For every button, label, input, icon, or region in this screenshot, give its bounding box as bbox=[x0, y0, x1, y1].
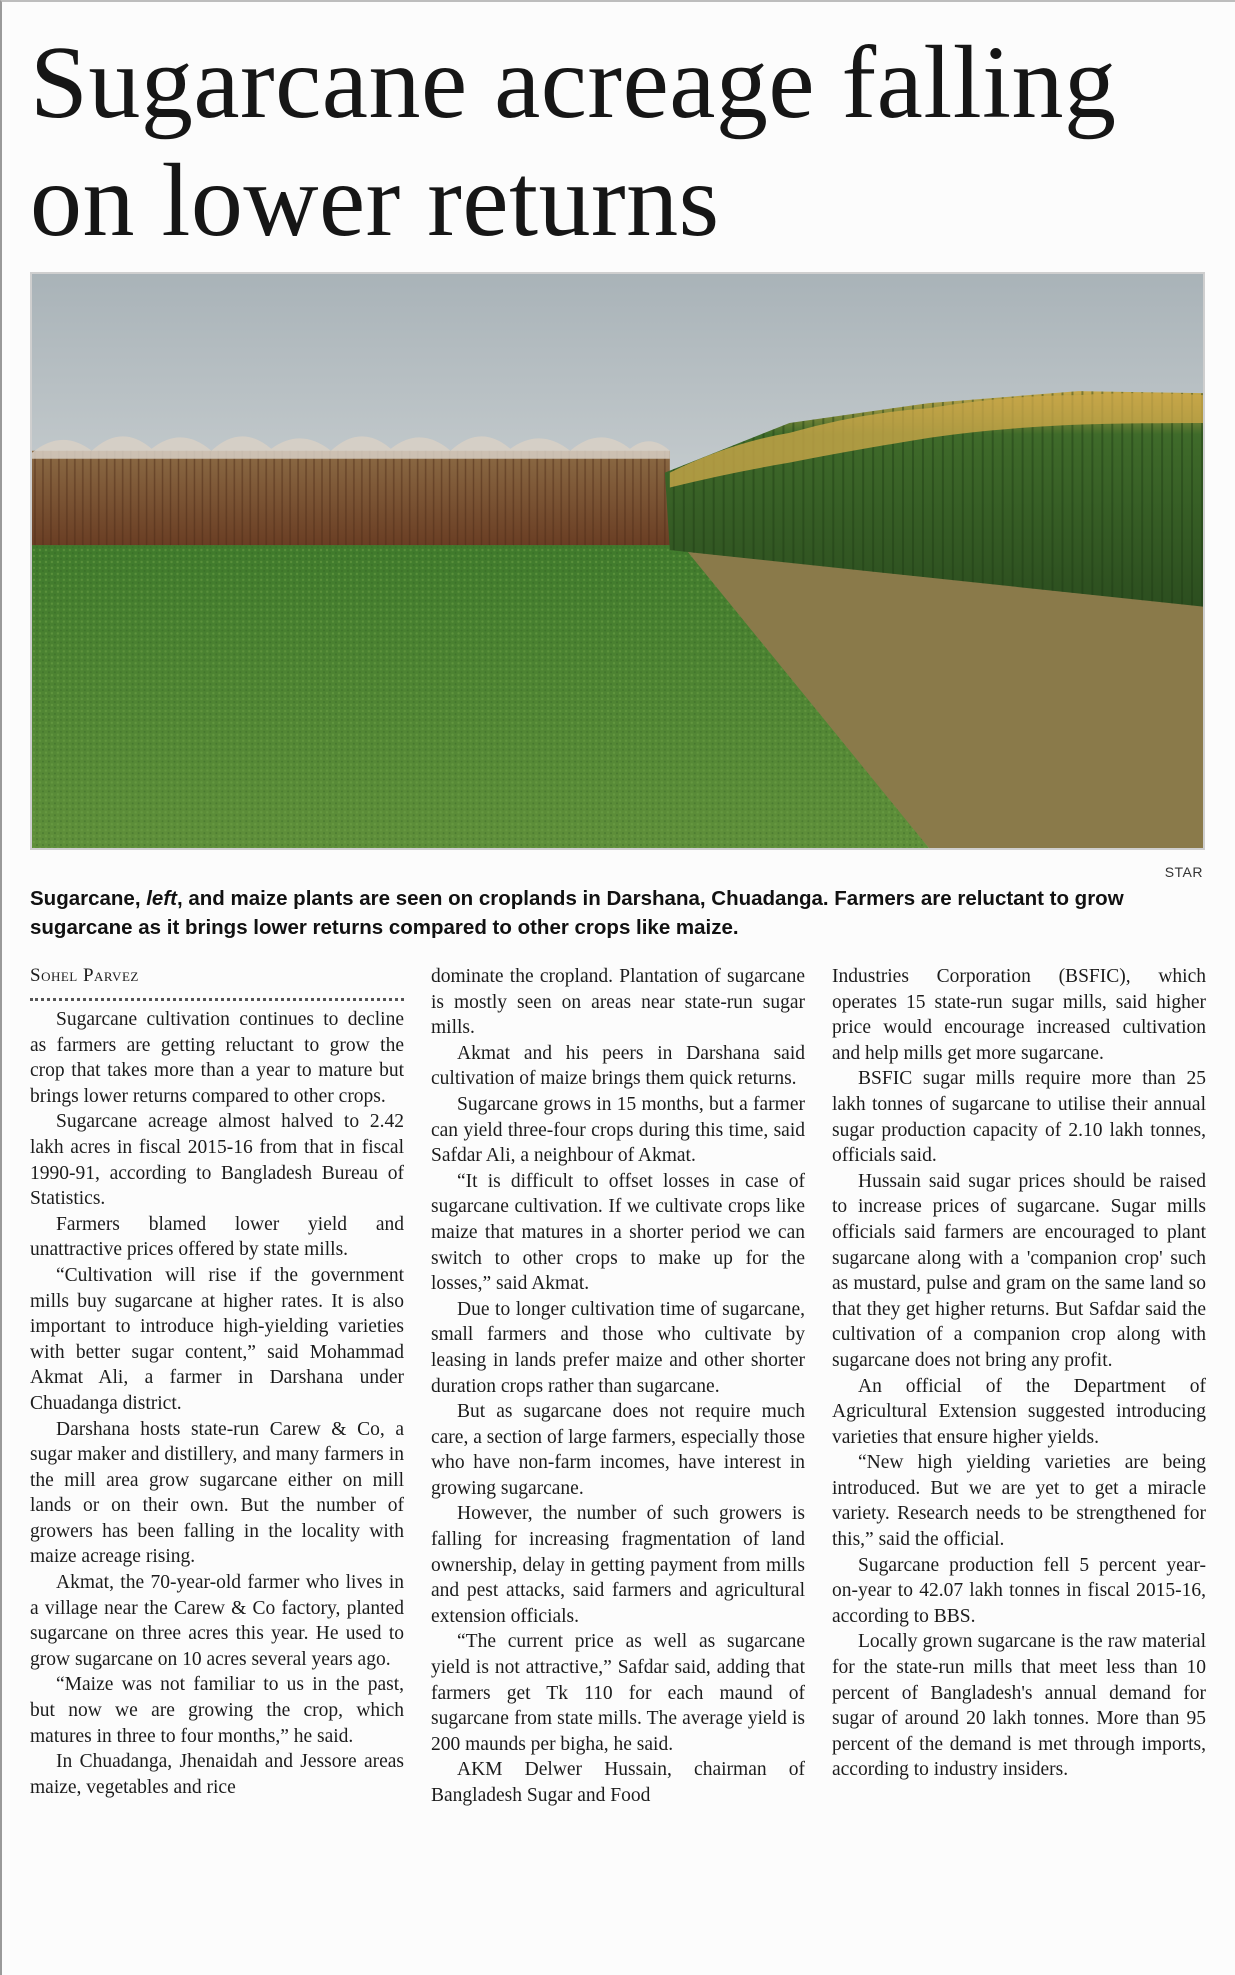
article-column-2 bbox=[431, 964, 805, 1809]
paragraph: dominate the cropland. Plantation of sugarcane is mostly seen on areas near state-run sugar mills. bbox=[431, 966, 805, 1039]
paragraph: “New high yielding varieties are being introduced. But we are yet to get a miracle variety. Research needs to be strengthened for this,” said the official. bbox=[832, 1452, 1206, 1551]
paragraph: Akmat and his peers in Darshana said cultivation of maize brings them quick returns. bbox=[431, 1042, 805, 1090]
caption-text-italic: left bbox=[146, 887, 177, 910]
paragraph: Sugarcane cultivation continues to decline as farmers are getting reluctant to grow the crop that takes more than a year to mature but brings lower returns compared to other crops. bbox=[30, 1009, 404, 1107]
paragraph: Due to longer cultivation time of sugarcane, small farmers and those who cultivate by leasing in lands prefer maize and other shorter duration crops rather than sugarcane. bbox=[431, 1298, 805, 1397]
paragraph: Darshana hosts state-run Carew & Co, a sugar maker and distillery, and many farmers in the mill area grow sugarcane either on mill lands or on their own. But the number of growers has been falling in the locality with maize acreage rising. bbox=[30, 1418, 404, 1568]
article-column-1 bbox=[30, 964, 404, 1800]
paragraph: But as sugarcane does not require much care, a section of large farmers, especially those who have non-farm incomes, have interest in growing sugarcane. bbox=[431, 1401, 805, 1499]
photo-credit: STAR bbox=[1164, 864, 1203, 880]
headline: Sugarcane acreage falling on lower returns bbox=[30, 25, 1117, 258]
paragraph: However, the number of such growers is falling for increasing fragmentation of land ownership, delay in getting payment from mills and pest attacks, said farmers and agricultural extension officials. bbox=[431, 1503, 805, 1627]
caption-text-1: Sugarcane, bbox=[30, 887, 147, 910]
cropland-photo bbox=[30, 272, 1205, 850]
byline-divider bbox=[30, 998, 404, 1001]
cropland-photo-image bbox=[32, 274, 1203, 848]
caption-text-2: , and maize plants are seen on croplands in Darshana, Chuadanga. Farmers are reluctant to grow sugarcane as it brings lower returns compared to other crops like maize. bbox=[30, 887, 1124, 939]
paragraph: Locally grown sugarcane is the raw material for the state-run mills that meet less than 10 percent of Bangladesh's annual demand for sugar of around 20 lakh tonnes. More than 95 percent of the demand is met through imports, according to industry insiders. bbox=[832, 1631, 1206, 1781]
paragraph: “It is difficult to offset losses in case of sugarcane cultivation. If we cultivate crops like maize that matures in a shorter period we can switch to other crops to make up for the losses,” said Akmat. bbox=[431, 1170, 805, 1295]
paragraph: Industries Corporation (BSFIC), which operates 15 state-run sugar mills, said higher price would encourage increased cultivation and help mills get more sugarcane. bbox=[832, 966, 1206, 1064]
photo-caption bbox=[30, 884, 1210, 942]
paragraph: “Maize was not familiar to us in the past, but now we are growing the crop, which matures in three to four months,” he said. bbox=[30, 1674, 404, 1747]
paragraph: Sugarcane grows in 15 months, but a farmer can yield three-four crops during this time, said Safdar Ali, a neighbour of Akmat. bbox=[431, 1093, 805, 1167]
paragraph: Hussain said sugar prices should be raised to increase prices of sugarcane. Sugar mills officials said farmers are encouraged to plant sugarcane along with a 'companion crop' such as mustard, pulse and gram on the same land so that they get higher returns. But Safdar said the cultivation of a companion crop along with sugarcane does not bring any profit. bbox=[832, 1170, 1206, 1371]
paragraph: Sugarcane production fell 5 percent year-on-year to 42.07 lakh tonnes in fiscal 2015-16, according to BBS. bbox=[832, 1554, 1206, 1627]
paragraph: In Chuadanga, Jhenaidah and Jessore areas maize, vegetables and rice bbox=[30, 1751, 404, 1798]
paragraph: BSFIC sugar mills require more than 25 lakh tonnes of sugarcane to utilise their annual sugar production capacity of 2.10 lakh tonnes, officials said. bbox=[832, 1068, 1206, 1167]
paragraph: “Cultivation will rise if the government mills buy sugarcane at higher rates. It is also important to introduce high-yielding varieties with better sugar content,” said Mohammad Akmat Ali, a farmer in Darshana under Chuadanga district. bbox=[30, 1264, 404, 1414]
paragraph: Sugarcane acreage almost halved to 2.42 lakh acres in fiscal 2015-16 from that in fiscal 1990-91, according to Bangladesh Bureau of Statistics. bbox=[30, 1111, 404, 1210]
byline: Sohel Parvez bbox=[30, 965, 139, 986]
paragraph: Akmat, the 70-year-old farmer who lives in a village near the Carew & Co factory, planted sugarcane on three acres this year. He used to grow sugarcane on 10 acres several years ago. bbox=[30, 1572, 404, 1670]
paragraph: AKM Delwer Hussain, chairman of Bangladesh Sugar and Food bbox=[431, 1759, 805, 1806]
paragraph: Farmers blamed lower yield and unattractive prices offered by state mills. bbox=[30, 1213, 404, 1261]
paragraph: “The current price as well as sugarcane yield is not attractive,” Safdar said, adding that farmers get Tk 110 for each maund of sugarcane from state mills. The average yield is 200 maunds per bigha, he said. bbox=[431, 1631, 805, 1755]
article-column-3 bbox=[832, 964, 1206, 1783]
paragraph: An official of the Department of Agricultural Extension suggested introducing varieties that ensure higher yields. bbox=[832, 1375, 1206, 1448]
article-body bbox=[30, 964, 1206, 1969]
